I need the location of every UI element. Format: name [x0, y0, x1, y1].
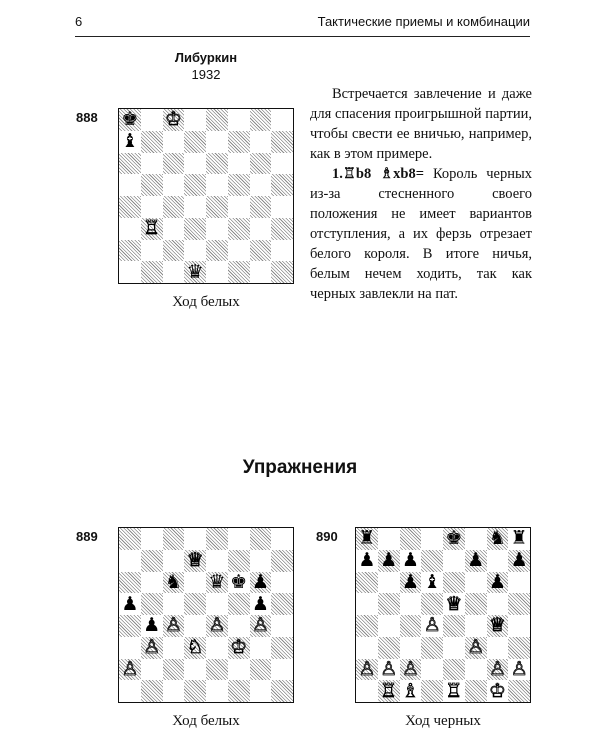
square-f6 [465, 572, 487, 594]
square-f8 [465, 528, 487, 550]
square-e7 [206, 131, 228, 153]
square-e1 [443, 680, 465, 702]
square-d5 [184, 593, 206, 615]
section-title: Упражнения [242, 457, 358, 478]
chess-piece-d3: ♘ [186, 636, 204, 659]
square-b5 [141, 174, 163, 196]
square-g4 [487, 615, 509, 637]
square-a5 [119, 174, 141, 196]
square-a1 [119, 261, 141, 283]
chess-piece-b1: ♖ [380, 680, 398, 702]
chess-piece-b3: ♖ [143, 217, 161, 240]
square-a1 [119, 680, 141, 702]
square-b2 [141, 659, 163, 681]
chess-piece-c6: ♞ [164, 571, 182, 593]
square-e1 [206, 261, 228, 283]
square-a3 [356, 637, 378, 659]
square-g7 [250, 550, 272, 572]
square-h7 [508, 550, 530, 572]
chess-piece-a8: ♚ [121, 109, 139, 131]
chess-piece-f6: ♚ [230, 571, 248, 593]
square-d5 [421, 593, 443, 615]
square-g1 [250, 261, 272, 283]
chess-piece-g6: ♟ [251, 571, 269, 593]
square-e5 [206, 174, 228, 196]
square-g5 [250, 593, 272, 615]
square-a2 [356, 659, 378, 681]
chess-piece-g6: ♟ [488, 571, 506, 593]
chess-piece-d1: ♛ [186, 261, 204, 283]
square-h7 [271, 131, 293, 153]
chess-piece-c7: ♟ [401, 549, 419, 572]
square-f4 [228, 196, 250, 218]
square-d7 [184, 550, 206, 572]
square-f2 [228, 240, 250, 262]
square-b6 [141, 153, 163, 175]
square-c3 [400, 637, 422, 659]
running-title: Тактические приемы и комбинации [317, 14, 530, 29]
chess-piece-e1: ♖ [445, 680, 463, 702]
square-d6 [184, 153, 206, 175]
square-b3 [141, 218, 163, 240]
square-b3 [378, 637, 400, 659]
square-f1 [228, 680, 250, 702]
square-a8 [119, 109, 141, 131]
square-b4 [378, 615, 400, 637]
square-h5 [271, 174, 293, 196]
square-c4 [163, 615, 185, 637]
square-g8 [487, 528, 509, 550]
square-a3 [119, 218, 141, 240]
square-b4 [141, 615, 163, 637]
square-e7 [443, 550, 465, 572]
diagram-year: 1932 [191, 67, 221, 82]
page-number: 6 [75, 14, 83, 29]
chess-piece-g1: ♔ [488, 680, 506, 702]
chess-piece-b2: ♙ [380, 658, 398, 680]
square-g8 [250, 109, 272, 131]
chess-piece-e6: ♛ [208, 571, 226, 593]
square-g1 [487, 680, 509, 702]
square-f6 [228, 153, 250, 175]
square-e1 [206, 680, 228, 702]
square-c6 [163, 572, 185, 594]
square-h4 [508, 615, 530, 637]
square-f5 [228, 174, 250, 196]
commentary-text [310, 84, 532, 304]
square-d3 [184, 637, 206, 659]
chess-piece-h8: ♜ [510, 528, 528, 550]
chess-piece-c2: ♙ [401, 658, 419, 680]
square-h4 [271, 196, 293, 218]
square-e8 [206, 109, 228, 131]
chess-piece-a7: ♝ [121, 130, 139, 153]
square-g6 [250, 153, 272, 175]
square-c4 [163, 196, 185, 218]
square-g6 [250, 572, 272, 594]
chess-piece-g4: ♕ [488, 615, 506, 637]
square-a5 [356, 593, 378, 615]
chess-piece-d7: ♕ [186, 549, 204, 572]
square-a1 [356, 680, 378, 702]
square-e2 [206, 659, 228, 681]
square-g7 [487, 550, 509, 572]
square-c8 [163, 109, 185, 131]
square-e2 [443, 659, 465, 681]
square-d1 [184, 261, 206, 283]
chess-piece-f7: ♟ [467, 549, 485, 572]
square-f8 [228, 109, 250, 131]
square-e3 [443, 637, 465, 659]
square-a6 [356, 572, 378, 594]
diagram-number-889: 889 [76, 529, 98, 544]
square-b8 [141, 528, 163, 550]
square-a4 [119, 615, 141, 637]
square-d6 [184, 572, 206, 594]
square-a8 [119, 528, 141, 550]
square-h6 [271, 153, 293, 175]
square-b6 [141, 572, 163, 594]
square-c5 [163, 593, 185, 615]
square-f6 [228, 572, 250, 594]
square-f4 [228, 615, 250, 637]
square-g2 [250, 240, 272, 262]
square-a4 [119, 196, 141, 218]
square-h7 [271, 550, 293, 572]
chess-piece-a2: ♙ [358, 658, 376, 680]
chess-piece-d4: ♙ [423, 615, 441, 637]
square-c8 [163, 528, 185, 550]
square-f7 [465, 550, 487, 572]
square-c6 [400, 572, 422, 594]
chess-piece-f3: ♙ [467, 636, 485, 659]
chess-piece-g2: ♙ [488, 658, 506, 680]
square-c3 [163, 218, 185, 240]
chess-piece-e8: ♚ [445, 528, 463, 550]
square-h8 [508, 528, 530, 550]
square-h6 [271, 572, 293, 594]
square-d8 [184, 109, 206, 131]
square-h2 [271, 240, 293, 262]
square-c5 [163, 174, 185, 196]
square-a4 [356, 615, 378, 637]
chess-piece-c8: ♔ [164, 109, 182, 131]
square-e3 [206, 218, 228, 240]
square-h1 [271, 261, 293, 283]
square-c4 [400, 615, 422, 637]
square-d4 [421, 615, 443, 637]
square-b1 [378, 680, 400, 702]
move-notation: 1.♖b8 ♗xb8= [332, 166, 424, 182]
square-a2 [119, 659, 141, 681]
square-b7 [141, 550, 163, 572]
square-h5 [508, 593, 530, 615]
header-rule [75, 36, 530, 37]
chess-piece-c1: ♗ [401, 680, 419, 702]
square-d8 [421, 528, 443, 550]
chess-piece-a7: ♟ [358, 549, 376, 572]
square-c1 [163, 261, 185, 283]
square-e7 [206, 550, 228, 572]
square-e8 [206, 528, 228, 550]
square-h2 [271, 659, 293, 681]
square-a6 [119, 572, 141, 594]
square-f8 [228, 528, 250, 550]
commentary-paragraph-2-text: Король черных из-за стесненного своего положения не имеет вариантов отступления, а их ферзь отрезает белого короля. В итоге ничья, белым нечем ходить, так как черных завлекли на пат. [310, 166, 532, 302]
commentary-paragraph-1: Встречается завлечение и даже для спасения проигрышной партии, чтобы свести ее вничью, например, как в этом примере. [310, 86, 532, 162]
square-f1 [465, 680, 487, 702]
diagram-caption-888: Ход белых [172, 294, 240, 310]
square-c2 [163, 240, 185, 262]
square-c7 [400, 550, 422, 572]
chess-piece-d6: ♝ [423, 571, 441, 593]
chess-piece-f3: ♔ [230, 636, 248, 659]
chess-piece-b3: ♙ [143, 636, 161, 659]
square-h3 [271, 218, 293, 240]
square-b3 [141, 637, 163, 659]
square-g2 [487, 659, 509, 681]
diagram-caption-890: Ход черных [405, 713, 481, 729]
square-h6 [508, 572, 530, 594]
square-e4 [443, 615, 465, 637]
square-d6 [421, 572, 443, 594]
square-b1 [141, 680, 163, 702]
chessboard-889 [118, 527, 294, 703]
square-d7 [421, 550, 443, 572]
square-e3 [206, 637, 228, 659]
square-b4 [141, 196, 163, 218]
square-b8 [141, 109, 163, 131]
chess-piece-c4: ♙ [164, 615, 182, 637]
chess-piece-g5: ♟ [251, 593, 269, 615]
square-d5 [184, 174, 206, 196]
square-c3 [163, 637, 185, 659]
chess-piece-e4: ♙ [208, 615, 226, 637]
square-a6 [119, 153, 141, 175]
square-c6 [163, 153, 185, 175]
chess-piece-g8: ♞ [488, 528, 506, 550]
square-e2 [206, 240, 228, 262]
square-d2 [421, 659, 443, 681]
square-e8 [443, 528, 465, 550]
square-h1 [508, 680, 530, 702]
square-a3 [119, 637, 141, 659]
square-f4 [465, 615, 487, 637]
chess-piece-g4: ♙ [251, 615, 269, 637]
square-a7 [119, 550, 141, 572]
square-d1 [421, 680, 443, 702]
chessboard-890 [355, 527, 531, 703]
square-c1 [163, 680, 185, 702]
square-d2 [184, 659, 206, 681]
chess-piece-a5: ♟ [121, 593, 139, 615]
square-a7 [356, 550, 378, 572]
square-f3 [465, 637, 487, 659]
square-e4 [206, 615, 228, 637]
square-b5 [378, 593, 400, 615]
square-g2 [250, 659, 272, 681]
square-c7 [163, 550, 185, 572]
square-g4 [250, 196, 272, 218]
square-c5 [400, 593, 422, 615]
chessboard-888 [118, 108, 294, 284]
square-b7 [141, 131, 163, 153]
square-g8 [250, 528, 272, 550]
square-f5 [228, 593, 250, 615]
square-d2 [184, 240, 206, 262]
square-f5 [465, 593, 487, 615]
square-e5 [443, 593, 465, 615]
commentary-paragraph-2 [310, 164, 532, 304]
square-g1 [250, 680, 272, 702]
chess-piece-b7: ♟ [380, 549, 398, 572]
square-b1 [141, 261, 163, 283]
square-g5 [487, 593, 509, 615]
square-a5 [119, 593, 141, 615]
square-a8 [356, 528, 378, 550]
chess-piece-a8: ♜ [358, 528, 376, 550]
diagram-number-888: 888 [76, 110, 98, 125]
square-g7 [250, 131, 272, 153]
square-f3 [228, 218, 250, 240]
square-g3 [250, 637, 272, 659]
square-d3 [421, 637, 443, 659]
square-h8 [271, 528, 293, 550]
chess-piece-c6: ♟ [401, 571, 419, 593]
square-e4 [206, 196, 228, 218]
square-f7 [228, 131, 250, 153]
square-d4 [184, 615, 206, 637]
square-c8 [400, 528, 422, 550]
square-h3 [508, 637, 530, 659]
square-f7 [228, 550, 250, 572]
diagram-number-890: 890 [316, 529, 338, 544]
square-e5 [206, 593, 228, 615]
square-d3 [184, 218, 206, 240]
square-c2 [400, 659, 422, 681]
square-f1 [228, 261, 250, 283]
square-f3 [228, 637, 250, 659]
square-g6 [487, 572, 509, 594]
square-h3 [271, 637, 293, 659]
square-f2 [228, 659, 250, 681]
chess-piece-b4: ♟ [143, 615, 161, 637]
square-b5 [141, 593, 163, 615]
square-g3 [487, 637, 509, 659]
square-h4 [271, 615, 293, 637]
square-f2 [465, 659, 487, 681]
square-h1 [271, 680, 293, 702]
square-h8 [271, 109, 293, 131]
square-b7 [378, 550, 400, 572]
chess-piece-e5: ♕ [445, 593, 463, 615]
square-a7 [119, 131, 141, 153]
square-g4 [250, 615, 272, 637]
square-e6 [206, 572, 228, 594]
square-c7 [163, 131, 185, 153]
square-g3 [250, 218, 272, 240]
square-g5 [250, 174, 272, 196]
square-b2 [378, 659, 400, 681]
square-e6 [206, 153, 228, 175]
square-h5 [271, 593, 293, 615]
chess-piece-h2: ♙ [510, 658, 528, 680]
square-b2 [141, 240, 163, 262]
square-d1 [184, 680, 206, 702]
square-h2 [508, 659, 530, 681]
square-c2 [163, 659, 185, 681]
square-b6 [378, 572, 400, 594]
square-d7 [184, 131, 206, 153]
chess-piece-h7: ♟ [510, 549, 528, 572]
diagram-caption-889: Ход белых [172, 713, 240, 729]
square-b8 [378, 528, 400, 550]
chess-piece-a2: ♙ [121, 658, 139, 680]
square-a2 [119, 240, 141, 262]
square-d4 [184, 196, 206, 218]
diagram-author: Либуркин [174, 50, 238, 65]
square-c1 [400, 680, 422, 702]
square-e6 [443, 572, 465, 594]
square-d8 [184, 528, 206, 550]
